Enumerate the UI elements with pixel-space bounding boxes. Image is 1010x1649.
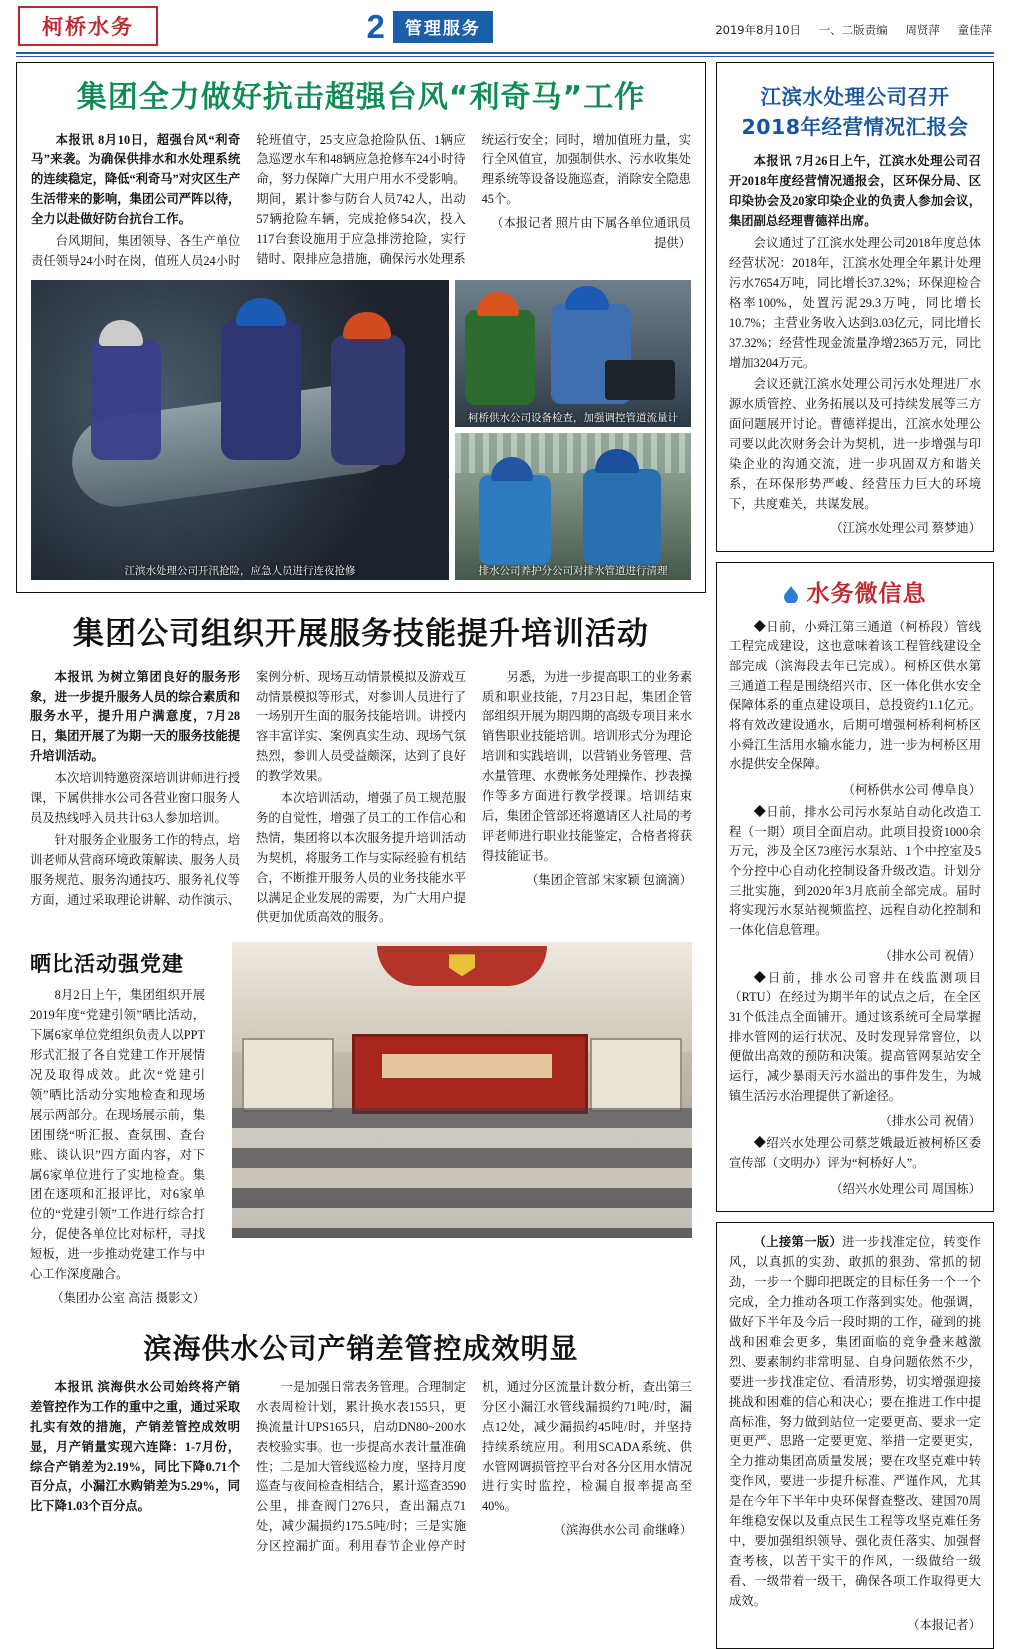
continued-article-box — [716, 1222, 994, 1648]
article-water-loss — [16, 1311, 706, 1565]
list-item: ◆日前，排水公司窨井在线监测项目（RTU）在经过为期半年的试点之后，在全区31个低洼点全面铺开。通过该系统可全局掌握排水管网的运行状况、及时发现异常窨位，以便做出高效的预防和决策。提高管网泵站安全运行，减少暴雨天污水溢出的事件发生，为城镇生活污水治理提供了新途径。 — [729, 970, 981, 1103]
paragraph: 本报讯 8月10日，超强台风“利奇马”来袭。为确保供排水和水处理系统的连续稳定，降低“利奇马”对灾区生产生活带来的影响，集团公司严阵以待，全力以赴做好防台抗台工作。 — [31, 132, 241, 227]
paragraph: 本报讯 为树立第团良好的服务形象，进一步提升服务人员的综合素质和服务水平，提升用户满意度，7月28日，集团开展了为期一天的服务技能提升培训活动。 — [30, 669, 240, 764]
article-party-building-headline: 晒比活动强党建 — [30, 952, 184, 977]
item-signature: （排水公司 祝倩） — [879, 1114, 981, 1129]
water-drop-icon — [783, 583, 797, 597]
publication-logo: 柯桥水务 — [18, 6, 158, 46]
paragraph: 会议通过了江滨水处理公司2018年度总体经营状况：2018年，江滨水处理全年累计处理污水7654万吨，同比增长37.32%；环保迎检合格率100%，处置污泥29.3万吨，同比增长10.7%；主营业务收入达到3.03亿元，同比增长37.32%；经营性现金流量净增2365万元，同比增加3204万元。 — [729, 236, 981, 370]
paragraph: 本报讯 滨海供水公司始终将产销差管控作为工作的重中之重，通过采取扎实有效的措施，产销差管控成效明显，月产销量实现六连降：1-7月份，综合产销差为2.19%，同比下降0.71个百分点，小漏江水购销差为5.29%，同比下降1.03个百分点。 — [30, 1379, 240, 1514]
left-column — [16, 62, 706, 1588]
section-title: 管理服务 — [393, 11, 493, 43]
publication-date: 2019年8月10日 — [715, 23, 802, 37]
article-jiangbin-headline — [729, 83, 981, 142]
item-signature: （绍兴水处理公司 周国栋） — [830, 1181, 981, 1196]
list-item: ◆日前，排水公司污水泵站自动化改造工程（一期）项目全面启动。此项目投资1000余万元，涉及全区73座污水泵站、1个中控室及5个分控中心自动化控制设备升级改造。计划分三批实施，到2020年3月底前全部完成。届时将实现污水泵站视频监控、远程自动化控制和一体化信息管理。 — [729, 804, 981, 937]
photo-caption: 排水公司养护分公司对排水管道进行清理 — [478, 564, 668, 577]
masthead-rule — [16, 52, 994, 54]
photo-flowmeter-check — [455, 280, 691, 427]
continued-article-body — [729, 1233, 981, 1635]
list-item: ◆绍兴水处理公司蔡芝娥最近被柯桥区委宣传部（文明办）评为“柯桥好人”。 — [729, 1136, 981, 1170]
paragraph — [729, 1233, 981, 1611]
photo-party-meeting — [232, 942, 692, 1238]
photo-night-repair — [31, 280, 449, 580]
right-column — [716, 62, 994, 1632]
wechat-info-list — [729, 618, 981, 1200]
wechat-info-title — [729, 575, 981, 608]
photo-caption: 柯桥供水公司设备检查，加强调控管道流量计 — [468, 411, 678, 424]
wechat-info-title-text: 水务微信息 — [806, 580, 927, 607]
continued-text: 进一步找准定位，转变作风，以真抓的实劲、敢抓的狠劲、常抓的韧劲，一步一个脚印把既定的目标任务一个一个完成，全力推动各项工作落到实处。他强调，做好下半年及今后一段时期的工作，碰到的挑战和困难会更多，集团面临的竞争叠来越激烈、要素制约非常明显、自身问题依然不少，要进一步找准定位、看清形势，切实增强迎接挑战和困难的信心和决心；要在推进工作中提高标准，努力做到站位一定要更高、要求一定更更严、思路一定要更宽、举措一定要更实，全力推动集团高质量发展；要在攻坚克难中转变作风，要进一步提升标准、严谨作风，尤其是在今年下半年中央环保督查整改、建国70周年维稳安保以及重点民生工程等攻坚克难任务中，要加强组织领导、强化责任落实、加强督查考核，以苦干实干的作风，一级做给一级看、一级带着一级干，确保各项工作取得更大成效。 — [729, 1235, 981, 1608]
article-water-loss-headline: 滨海供水公司产销差管控成效明显 — [143, 1331, 579, 1365]
article-signature: （集团企管部 宋家颖 包滴滴） — [525, 872, 692, 887]
article-training-body — [16, 668, 706, 937]
paragraph: 一是加强日常表务管理。合理制定水表周检计划，累计换水表155只，更换流量计UPS165只，启动DN80~200水表校验实事。也一步提高水表计量准确性；二是加大管线巡检力度，坚持月度巡查与夜间检查相结合，累计巡查3590公里，排查阀门276只，查出漏点71处，减少漏损约175.5吨/时；三是实施分区控漏扩面。利用春节企业停产时机，通过分区流量计数分析，查出第三分区小漏江水管线漏损约71吨/时，漏点12处，减少漏损约45吨/时，并坚持持续系统应用。利用SCADA系统、供水管网调损管控平台对各分区用水情况进行实时监控，检漏自报率提高至40%。 — [256, 1379, 692, 1554]
article-signature: （滨海供水公司 俞继峰） — [553, 1523, 692, 1538]
masthead-rule-thin — [16, 56, 994, 57]
paragraph: 会议还就江滨水处理公司污水处理进厂水源水质管控、业务拓展以及可持续发展等三方面问题展开讨论。曹德祥提出，江滨水处理公司要以此次财务会计为契机，进一步增强与印染企业的沟通交流，进一步巩固双方和谐关系，在环保形势严峻、经营压力巨大的环境下，共度难关，共谋发展。 — [729, 377, 981, 511]
item-signature: （柯桥供水公司 傅阜良） — [842, 783, 981, 798]
continued-lead: （上接第一版） — [753, 1235, 843, 1250]
paragraph: 本次培训活动，增强了员工规范服务的自觉性，增强了员工的工作信心和热情，集团将以本次服务提升培训活动为契机，将服务工作与实际经验有机结合，不断推开服务人员的业务技能水平以满足企业发展的需要，为广大用户提供更加优质高效的服务。 — [256, 791, 466, 925]
article-signature: （江滨水处理公司 蔡梦迪） — [830, 520, 981, 535]
masthead-meta — [701, 22, 992, 38]
item-signature: （排水公司 祝倩） — [879, 948, 981, 963]
page-section-header — [158, 10, 701, 43]
article-signature: （集团办公室 高洁 摄影文） — [51, 1290, 205, 1305]
editor-name-1: 周贤萍 — [905, 23, 940, 37]
article-typhoon — [16, 62, 706, 593]
paragraph: 本报讯 7月26日上午，江滨水处理公司召开2018年度经营情况通报会，区环保分局、区印染协会及20家印染企业的负责人参加会议，集团副总经理曹德祥出席。 — [729, 154, 981, 229]
headline-line-1: 江滨水处理公司召开 — [760, 85, 950, 109]
article-signature: （本报记者 照片由下属各单位通讯员提供） — [491, 216, 691, 251]
photo-caption: 江滨水处理公司开汛抢险，应急人员进行连夜抢修 — [124, 564, 356, 577]
editor-label: 一、二版责编 — [818, 23, 888, 37]
article-training — [16, 593, 706, 937]
article-jiangbin-report — [716, 62, 994, 552]
paragraph: 针对服务企业服务工作的特点，培训老师从营商环境政策解读、服务人员服务规范、服务沟通技巧、服务礼仪等方面，通过采取理论讲解、动作演示、案例分析、现场互动情景模拟及游戏互动情景模拟等形式，对参训人员进行了一场别开生面的服务技能培训。讲授内容丰富详实、案例真实生动、现场气氛热烈，参训人员受益颇深，达到了良好的教学效果。 — [30, 669, 466, 907]
paragraph: 8月2日上午，集团组织开展2019年度“党建引领”晒比活动，下属6家单位党组织负责人以PPT形式汇报了各自党建工作开展情况及取得成效。此次“党建引领”晒比活动分实地检查和现场展示两部分。在现场展示前，集团围绕“听汇报、查氛围、查台账、谈认识”四方面内容，对下属6家单位进行了实地检查。集团在逐项和汇报评比，对6家单位的“党建引领”工作进行综合打分，促使各单位比对标杆，寻找短板，进一步推动党建工作与中心工作深度融合。 — [30, 988, 205, 1282]
photo-pipe-maintenance — [455, 433, 691, 580]
page-body — [16, 62, 994, 1632]
list-item: ◆日前，小舜江第三通道（柯桥段）管线工程完成建设，这也意味着该工程管线建设全部完成（滨海段去年已完成）。柯桥区供水第三通道工程是围绕绍兴市、区一体化供水安全保障体系的重点建设项目，总投资约1.1亿元。将有效改建设通水，后期可增强柯桥利柯桥区小舜江生活用水输水能力，进一步为柯桥区用水提供安全保障。 — [729, 619, 981, 772]
article-party-building-body — [30, 986, 205, 1309]
paragraph: 另悉，为进一步提高职工的业务素质和职业技能，7月23日起，集团企管部组织开展为期四期的高级专项目来水销售职业技能培训。培训形式分为理论培训和实践培训，以营销业务管理、营水量管理、水费帐务处理操作、抄表操作等多方面进行教学授课。培训结束后，集团企管部还将邀请区人社局的考评老师进行职业技能鉴定，合格者将获得技能证书。 — [482, 669, 692, 863]
article-water-loss-body — [16, 1378, 706, 1565]
wechat-info-box — [716, 562, 994, 1213]
article-typhoon-body — [17, 131, 705, 280]
article-party-building — [16, 936, 706, 1311]
page-number: 2 — [366, 8, 385, 45]
paragraph: 台风期间，集团领导、各生产单位责任领导24小时在岗，值班人员24小时轮班值守，25支应急抢险队伍、1辆应急巡逻水车和48辆应急抢修车24小时待命，努力保障广大用户用水不受影响。期间，累计参与防台人员742人，出动57辆抢险车辆，完成抢修54次，投入117台套设施用于应急排涝抢险，实行错时、限排应急措施，确保污水处理系统运行安全；同时，增加值班力量，实行全风值宣，加强制供水、污水收集处理系统等设备设施巡查，消除安全隐患45个。 — [31, 132, 691, 268]
editor-name-2: 童佳萍 — [957, 23, 992, 37]
headline-line-2: 2018年经营情况汇报会 — [741, 114, 969, 139]
article-training-headline: 集团公司组织开展服务技能提升培训活动 — [73, 615, 649, 652]
article-jiangbin-body — [729, 152, 981, 538]
article-typhoon-headline: 集团全力做好抗击超强台风“利奇马”工作 — [76, 80, 646, 115]
article-signature: （本报记者） — [907, 1617, 981, 1632]
paragraph: 本次培训特邀资深培训讲师进行授课，下属供排水公司各营业窗口服务人员及热线呼入员共计63人参加培训。 — [30, 771, 240, 825]
masthead — [0, 0, 1010, 58]
